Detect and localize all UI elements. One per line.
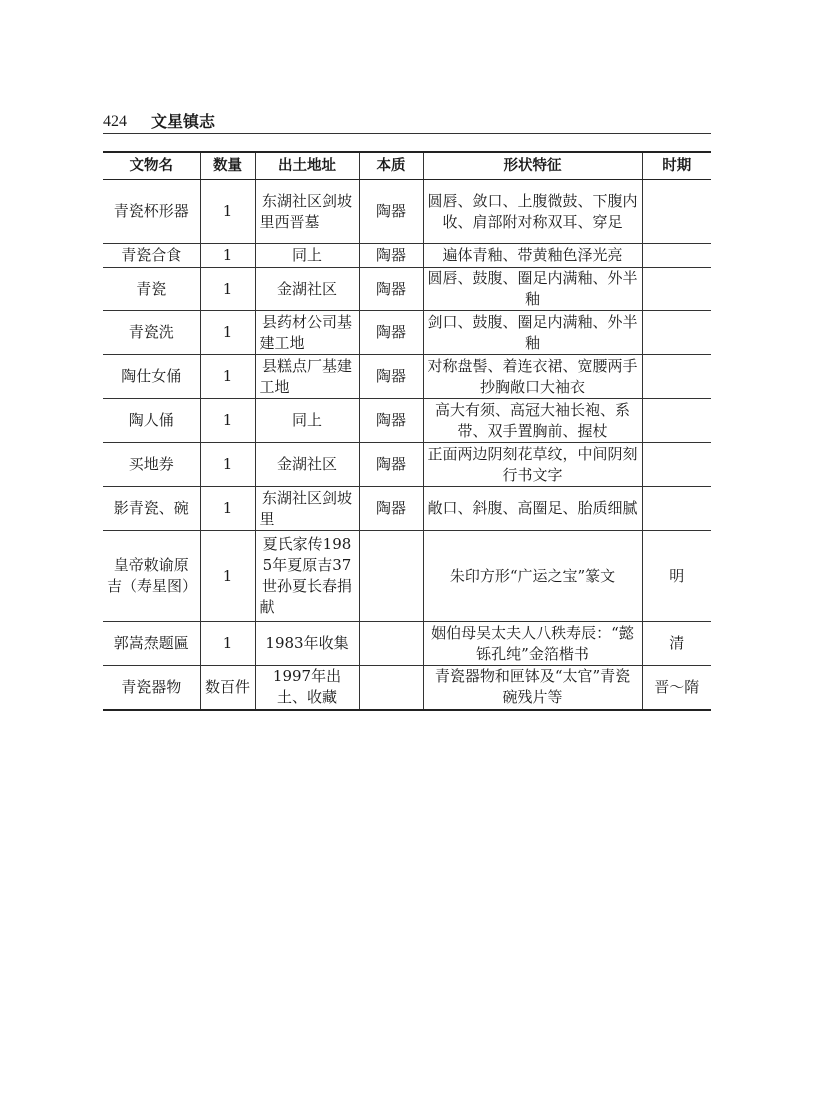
cell-name: 陶人俑 (103, 399, 200, 443)
table-row (103, 399, 711, 443)
cell-location: 金湖社区 (255, 268, 359, 311)
cell-material: 陶器 (359, 487, 423, 531)
cell-name: 皇帝敕谕原吉（寿星图） (103, 531, 200, 622)
cell-features: 圆唇、鼓腹、圈足内满釉、外半釉 (423, 268, 642, 311)
cell-period (642, 443, 711, 487)
column-header-material: 本质 (359, 152, 423, 180)
cell-name: 青瓷杯形器 (103, 180, 200, 244)
table-row (103, 311, 711, 355)
cell-name: 影青瓷、碗 (103, 487, 200, 531)
cell-quantity: 1 (200, 531, 255, 622)
cell-material: 陶器 (359, 244, 423, 268)
table-row (103, 244, 711, 268)
cell-location: 夏氏家传1985年夏原吉37世孙夏长春捐献 (255, 531, 359, 622)
cell-material (359, 666, 423, 710)
column-header-features: 形状特征 (423, 152, 642, 180)
cell-location: 同上 (255, 244, 359, 268)
cell-quantity: 1 (200, 355, 255, 399)
table-row (103, 443, 711, 487)
cell-quantity: 1 (200, 180, 255, 244)
cell-quantity: 1 (200, 399, 255, 443)
cell-material (359, 531, 423, 622)
column-header-location: 出土地址 (255, 152, 359, 180)
cell-location: 县糕点厂基建工地 (255, 355, 359, 399)
cell-features: 敞口、斜腹、高圈足、胎质细腻 (423, 487, 642, 531)
cell-name: 郭嵩焘题匾 (103, 622, 200, 666)
cell-period (642, 487, 711, 531)
cell-material: 陶器 (359, 399, 423, 443)
cell-name: 买地券 (103, 443, 200, 487)
cell-quantity: 1 (200, 487, 255, 531)
cell-period: 明 (642, 531, 711, 622)
cell-features: 青瓷器物和匣钵及“太官”青瓷碗残片等 (423, 666, 642, 710)
cell-material: 陶器 (359, 180, 423, 244)
book-title: 文星镇志 (151, 112, 216, 131)
page-header (103, 113, 711, 134)
table-row (103, 622, 711, 666)
cell-name: 青瓷器物 (103, 666, 200, 710)
cell-material: 陶器 (359, 311, 423, 355)
table-header-row (103, 152, 711, 180)
cell-period (642, 399, 711, 443)
column-header-name: 文物名 (103, 152, 200, 180)
cell-features: 剑口、鼓腹、圈足内满釉、外半釉 (423, 311, 642, 355)
cell-features: 圆唇、敛口、上腹微鼓、下腹内收、肩部附对称双耳、穿足 (423, 180, 642, 244)
cell-features: 遍体青釉、带黄釉色泽光亮 (423, 244, 642, 268)
cell-features: 姻伯母吴太夫人八秩寿辰：“懿铄孔纯”金箔楷书 (423, 622, 642, 666)
cell-location: 金湖社区 (255, 443, 359, 487)
cell-material (359, 622, 423, 666)
table-row (103, 355, 711, 399)
cell-quantity: 1 (200, 443, 255, 487)
table-row (103, 180, 711, 244)
cell-name: 青瓷合食 (103, 244, 200, 268)
table-row (103, 531, 711, 622)
relics-table (103, 151, 711, 711)
cell-quantity: 1 (200, 244, 255, 268)
cell-period: 晋～隋 (642, 666, 711, 710)
cell-period (642, 244, 711, 268)
cell-period (642, 355, 711, 399)
cell-material: 陶器 (359, 355, 423, 399)
cell-name: 青瓷 (103, 268, 200, 311)
cell-location: 东湖社区剑坡里西晋墓 (255, 180, 359, 244)
table-row (103, 487, 711, 531)
cell-features: 正面两边阴刻花草纹，中间阴刻行书文字 (423, 443, 642, 487)
cell-period (642, 268, 711, 311)
cell-name: 青瓷洗 (103, 311, 200, 355)
cell-period: 清 (642, 622, 711, 666)
cell-location: 同上 (255, 399, 359, 443)
cell-material: 陶器 (359, 443, 423, 487)
column-header-quantity: 数量 (200, 152, 255, 180)
table-row (103, 666, 711, 710)
column-header-period: 时期 (642, 152, 711, 180)
cell-location: 县药材公司基建工地 (255, 311, 359, 355)
cell-quantity: 数百件 (200, 666, 255, 710)
cell-location: 1997年出土、收藏 (255, 666, 359, 710)
cell-name: 陶仕女俑 (103, 355, 200, 399)
cell-location: 1983年收集 (255, 622, 359, 666)
cell-location: 东湖社区剑坡里 (255, 487, 359, 531)
cell-features: 朱印方形“广运之宝”篆文 (423, 531, 642, 622)
table-row (103, 268, 711, 311)
cell-period (642, 311, 711, 355)
cell-material: 陶器 (359, 268, 423, 311)
cell-period (642, 180, 711, 244)
page-number: 424 (103, 113, 127, 130)
cell-features: 对称盘髻、着连衣裙、宽腰两手抄胸敞口大袖衣 (423, 355, 642, 399)
cell-quantity: 1 (200, 622, 255, 666)
cell-quantity: 1 (200, 268, 255, 311)
cell-features: 高大有须、高冠大袖长袍、系带、双手置胸前、握杖 (423, 399, 642, 443)
cell-quantity: 1 (200, 311, 255, 355)
